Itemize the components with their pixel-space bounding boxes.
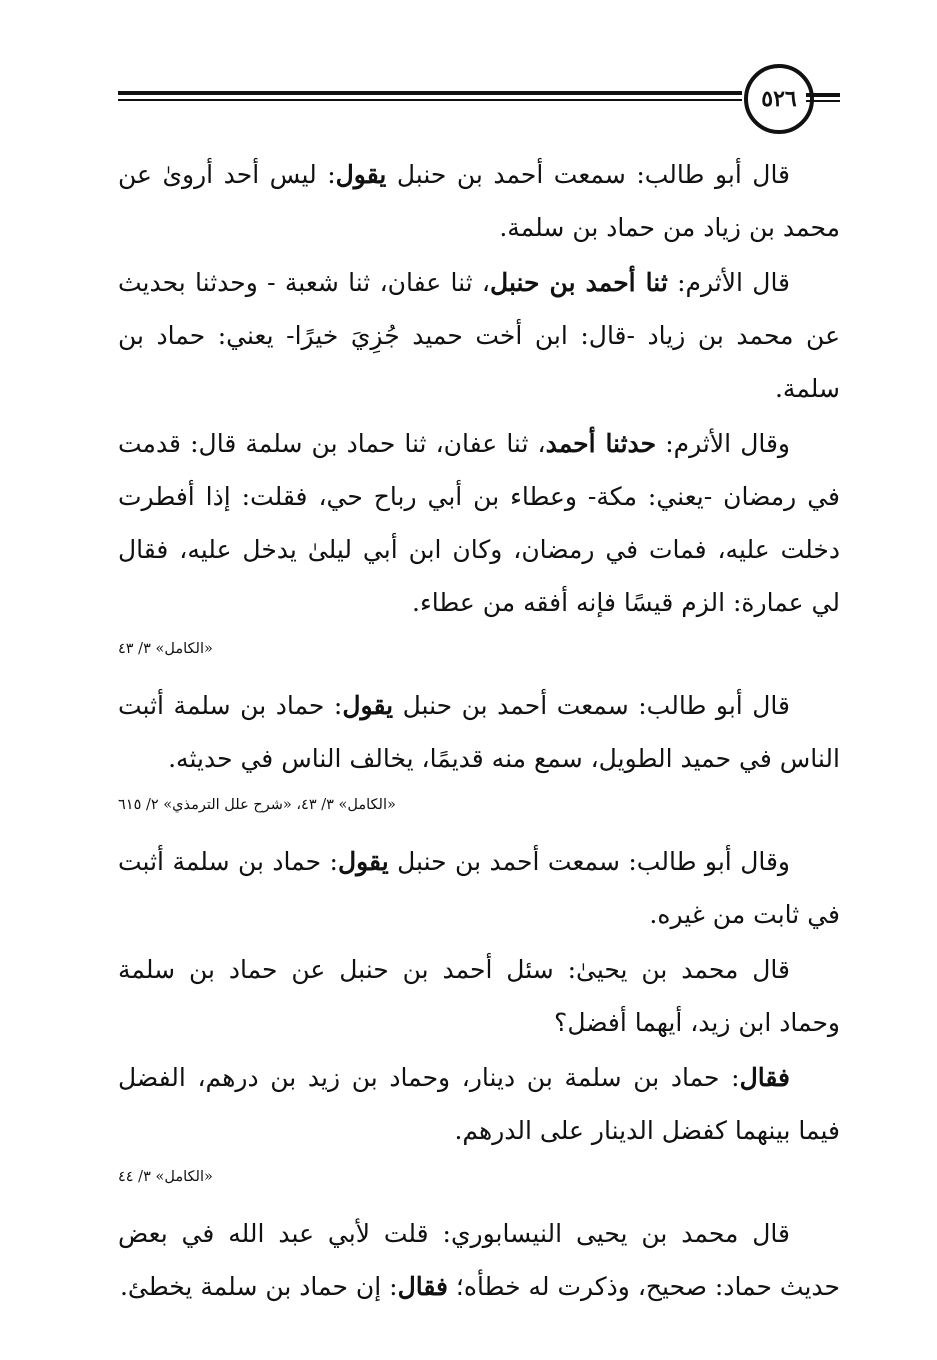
- paragraph: [118, 256, 840, 415]
- text: : ليس أحد أروىٰ عن محمد بن زياد من حماد بن سلمة.: [118, 160, 840, 242]
- bold-text: يقول: [335, 160, 387, 189]
- bold-text: فقال: [739, 1063, 790, 1092]
- paragraph: [118, 835, 840, 941]
- citation: «الكامل» ٣/ ٤٣: [118, 641, 213, 657]
- text: قال أبو طالب: سمعت أحمد بن حنبل: [386, 160, 791, 189]
- text: قال محمد بن يحيىٰ: سئل أحمد بن حنبل عن حماد بن سلمة وحماد ابن زيد، أيهما أفضل؟: [118, 955, 840, 1037]
- header-rule-right: [806, 93, 840, 97]
- header-rule-right-thin: [806, 100, 840, 102]
- bold-text: ثنا أحمد بن حنبل: [490, 268, 668, 297]
- text: ، ثنا عفان، ثنا حماد بن سلمة قال: قدمت في رمضان -يعني: مكة- وعطاء بن أبي رباح حي، فقلت: إذا أفطرت دخلت عليه، فمات في رمضان، وكان ابن أبي ليلىٰ يدخل عليه، فقال لي عمارة: الزم قيسًا فإنه أفقه من عطاء.: [118, 429, 840, 617]
- bold-text: يقول: [337, 847, 389, 876]
- page-header: [118, 64, 840, 134]
- paragraph: [118, 148, 840, 254]
- text: قال محمد بن يحيى النيسابوري: قلت لأبي عبد الله في بعض حديث حماد: صحيح، وذكرت له خطأه؛: [118, 1219, 840, 1301]
- text: قال الأثرم:: [667, 268, 791, 297]
- text: وقال الأثرم:: [656, 429, 790, 458]
- bold-text: فقال: [397, 1272, 448, 1301]
- bold-text: حدثنا أحمد: [545, 429, 657, 458]
- citation: «الكامل» ٣/ ٤٣، «شرح علل الترمذي» ٢/ ٦١٥: [118, 797, 396, 813]
- bold-text: يقول: [342, 691, 394, 720]
- header-rule-thin: [118, 99, 742, 101]
- citation: «الكامل» ٣/ ٤٤: [118, 1169, 213, 1185]
- paragraph: [118, 679, 840, 785]
- paragraph: [118, 943, 840, 1049]
- text: : إن حماد بن سلمة يخطئ.: [119, 1272, 398, 1301]
- page-body: [118, 148, 840, 1315]
- header-rule: [118, 91, 742, 95]
- paragraph: [118, 417, 840, 629]
- text: : حماد بن سلمة أثبت في ثابت من غيره.: [118, 847, 840, 929]
- page-number: ٥٢٦: [744, 64, 814, 134]
- text: : حماد بن سلمة أثبت الناس في حميد الطويل، سمع منه قديمًا، يخالف الناس في حديثه.: [118, 691, 840, 773]
- paragraph: [118, 1051, 840, 1157]
- text: ، ثنا عفان، ثنا شعبة - وحدثنا بحديث عن محمد بن زياد -قال: ابن أخت حميد جُزِيَ خيرًا- يعني: حماد بن سلمة.: [118, 268, 840, 403]
- text: وقال أبو طالب: سمعت أحمد بن حنبل: [388, 847, 790, 876]
- paragraph: [118, 1207, 840, 1313]
- text: : حماد بن سلمة بن دينار، وحماد بن زيد بن درهم، الفضل فيما بينهما كفضل الدينار على الدرهم.: [118, 1063, 840, 1145]
- text: قال أبو طالب: سمعت أحمد بن حنبل: [393, 691, 791, 720]
